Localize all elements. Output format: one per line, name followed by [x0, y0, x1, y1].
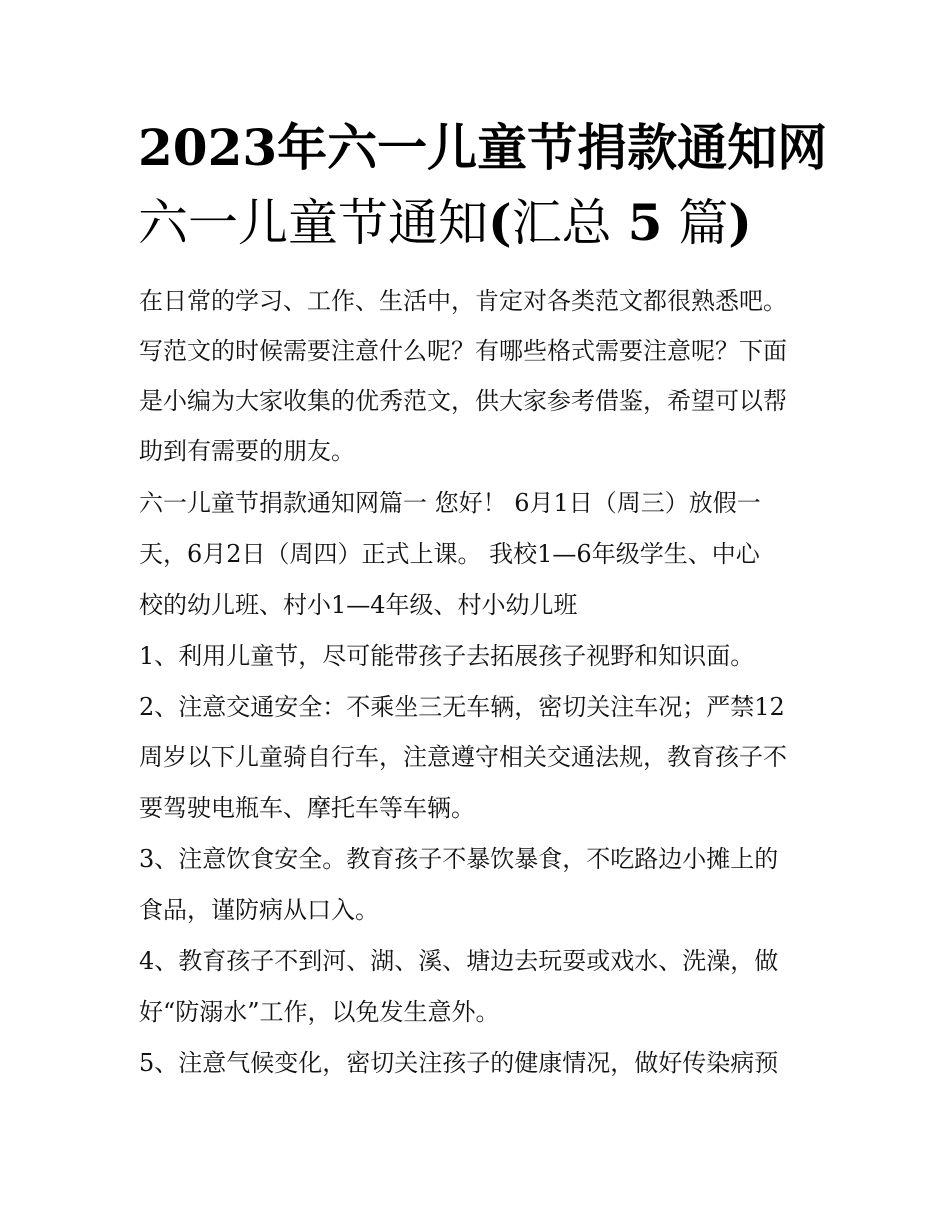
body-line: 是小编为大家收集的优秀范文，供大家参考借鉴，希望可以帮: [139, 387, 787, 415]
body-line: 1、利用儿童节，尽可能带孩子去拓展孩子视野和知识面。: [139, 642, 755, 670]
body-line: 3、注意饮食安全。教育孩子不暴饮暴食，不吃路边小摊上的: [139, 845, 779, 873]
body-line: 好“防溺水”工作，以免发生意外。: [139, 998, 500, 1026]
body-line: 食品，谨防病从口入。: [139, 896, 379, 924]
body-line: 要驾驶电瓶车、摩托车等车辆。: [139, 794, 475, 822]
document-title-line-1: [138, 118, 827, 178]
title-count-unit: 篇: [678, 194, 729, 252]
title-line-1-text: 2023年六一儿童节捐款通知网: [138, 118, 828, 177]
title-line-2-prefix: 六一儿童节通知: [138, 194, 488, 252]
body-line: 4、教育孩子不到河、湖、溪、塘边去玩耍或戏水、洗澡，做: [139, 947, 779, 975]
title-paren-open: (: [488, 193, 512, 252]
body-line: 校的幼儿班、村小1—4年级、村小幼儿班: [139, 591, 578, 619]
body-line: 5、注意气候变化，密切关注孩子的健康情况，做好传染病预: [139, 1049, 779, 1077]
document-title-line-2: [138, 193, 752, 253]
body-line: 周岁以下儿童骑自行车，注意遵守相关交通法规，教育孩子不: [139, 743, 787, 771]
title-summary-word: 汇总: [511, 194, 612, 252]
body-line: 写范文的时候需要注意什么呢？有哪些格式需要注意呢？下面: [139, 337, 787, 365]
body-line: 六一儿童节捐款通知网篇一 您好！ 6月1日（周三）放假一: [139, 489, 761, 517]
body-line: 助到有需要的朋友。: [139, 437, 355, 465]
body-line: 在日常的学习、工作、生活中，肯定对各类范文都很熟悉吧。: [139, 287, 787, 315]
body-line: 2、注意交通安全：不乘坐三无车辆，密切关注车况；严禁12: [139, 693, 785, 721]
body-line: 天，6月2日（周四）正式上课。 我校1—6年级学生、中心: [139, 540, 760, 568]
title-count-number: 5: [627, 193, 663, 252]
title-paren-close: ): [728, 193, 752, 252]
